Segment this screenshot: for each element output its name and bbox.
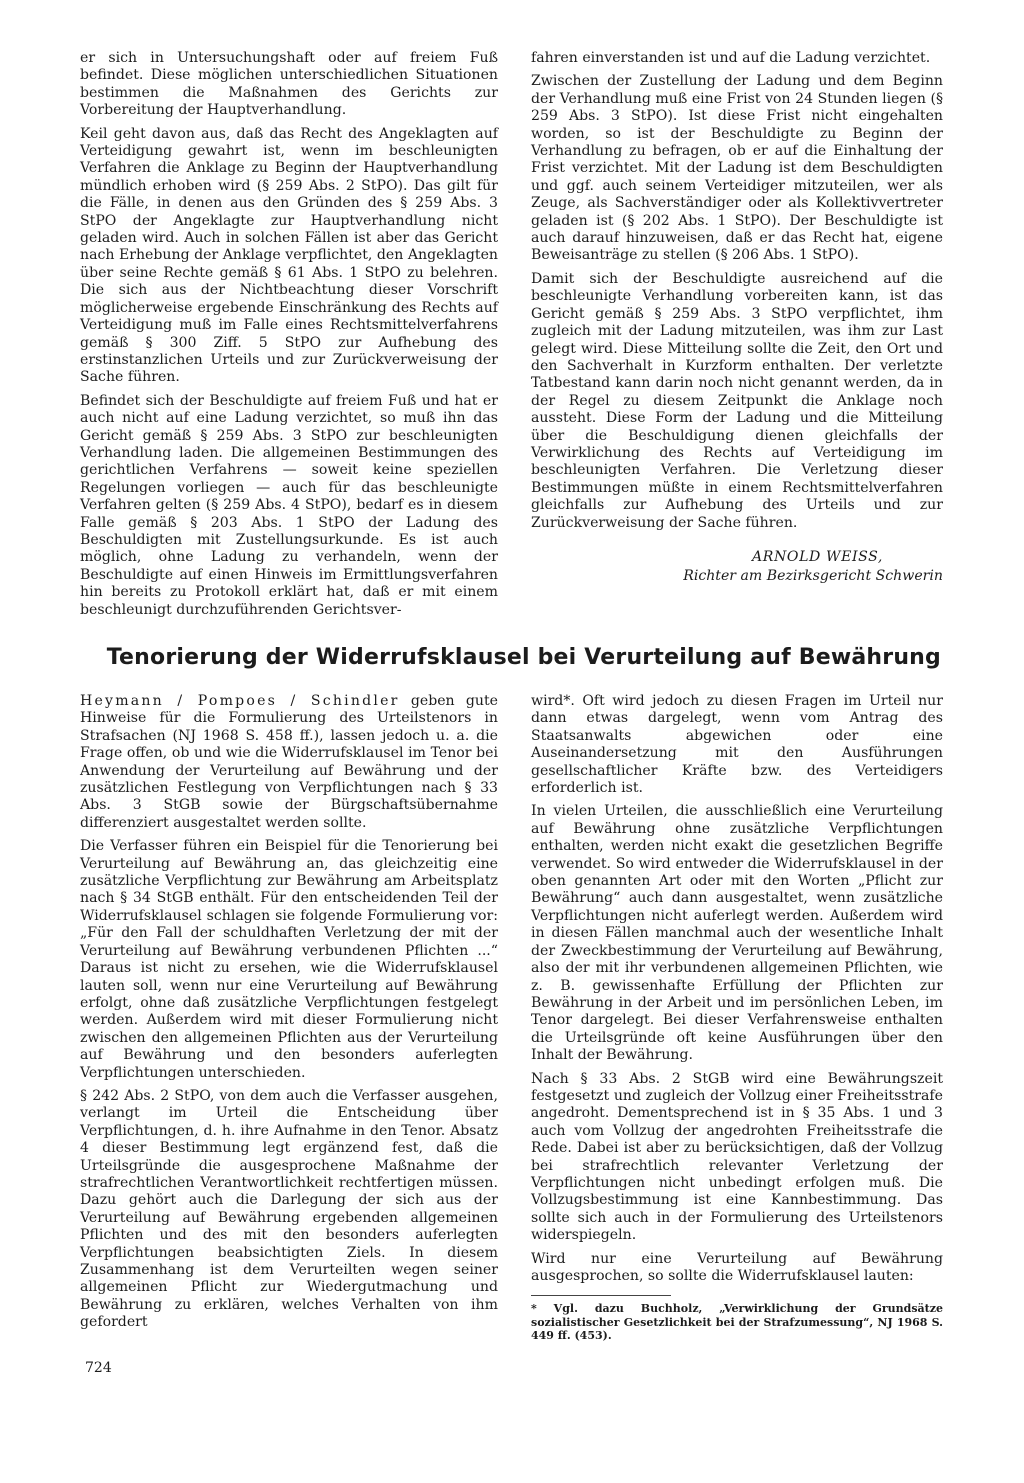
column-bottom-left	[80, 693, 498, 1338]
paragraph: Befindet sich der Beschuldigte auf freiem Fuß und hat er auch nicht auf eine Ladung verzichtet, so muß ihn das Gericht gemäß § 259 Abs. 3 StPO zur beschleunigten Verhandlung laden. Die allgemeinen Bestimmungen des gerichtlichen Verfahrens — soweit keine speziellen Regelungen vorliegen — auch für das beschleunigte Verfahren gelten (§ 259 Abs. 4 StPO), bedarf es in diesem Falle gemäß § 203 Abs. 1 StPO der Ladung des Beschuldigten mit Zustellungsurkunde. Es ist auch möglich, ohne Ladung zu verhandeln, wenn der Beschuldigte auf einen Hinweis im Ermittlungsverfahren hin bereits zu Protokoll erklärt hat, daß er mit einem beschleunigt durchzuführenden Gerichtsver-	[80, 392, 498, 618]
paragraph: Zwischen der Zustellung der Ladung und dem Beginn der Verhandlung muß eine Frist von 24 Stunden liegen (§ 259 Abs. 3 StPO). Ist diese Frist nicht eingehalten worden, so ist der Beschuldigte zu Beginn der Verhandlung zu befragen, ob er auf die Einhaltung der Frist verzichtet. Mit der Ladung ist dem Beschuldigten und ggf. auch seinem Verteidiger mitzuteilen, wer als Zeuge, als Sachverständiger oder als Kollektivvertreter geladen ist (§ 202 Abs. 1 StPO). Der Beschuldigte ist auch darauf hinzuweisen, daß er das Recht hat, eigene Beweisanträge zu stellen (§ 206 Abs. 1 StPO).	[531, 73, 943, 264]
paragraph: er sich in Untersuchungshaft oder auf freiem Fuß befindet. Diese möglichen unterschiedlichen Situationen bestimmen die Maßnahmen des Gerichts zur Vorbereitung der Hauptverhandlung.	[80, 50, 498, 119]
column-top-left	[80, 50, 498, 625]
paragraph: Nach § 33 Abs. 2 StGB wird eine Bewährungszeit festgesetzt und zugleich der Vollzug einer Freiheitsstrafe angedroht. Dementsprechend ist in § 35 Abs. 1 und 3 auch vom Vollzug der angedrohten Freiheitsstrafe die Rede. Dabei ist aber zu berücksichtigen, daß der Vollzug bei strafrechtlich relevanter Verletzung der Verpflichtungen nicht unbedingt erfolgen muß. Die Vollzugsbestimmung ist eine Kannbestimmung. Das sollte sich auch in der Formulierung des Urteilstenors widerspiegeln.	[531, 1070, 943, 1244]
footnote-divider	[531, 1295, 671, 1296]
paragraph: § 242 Abs. 2 StPO, von dem auch die Verfasser ausgehen, verlangt im Urteil die Entscheidung über Verpflichtungen, d. h. ihre Aufnahme in den Tenor. Absatz 4 dieser Bestimmung legt ergänzend fest, daß die Urteilsgründe die ausgesprochene Maßnahme der strafrechtlichen Verantwortlichkeit rechtfertigen müssen. Dazu gehört auch die Darlegung der sich aus der Verurteilung auf Bewährung ergebenden allgemeinen Pflichten und des mit den besonders auferlegten Verpflichtungen beabsichtigten Ziels. In diesem Zusammenhang ist dem Verurteilten wegen seiner allgemeinen Pflicht zur Wiedergutmachung und Bewährung zu erklären, welches Verhalten von ihm gefordert	[80, 1087, 498, 1331]
paragraph: Keil geht davon aus, daß das Recht des Angeklagten auf Verteidigung gewahrt ist, wenn im beschleunigten Verfahren die Anklage zu Beginn der Hauptverhandlung mündlich erhoben wird (§ 259 Abs. 2 StPO). Das gilt für die Fälle, in denen aus den Gründen des § 259 Abs. 3 StPO der Angeklagte zur Hauptverhandlung nicht geladen wird. Auch in solchen Fällen ist aber das Gericht nach Erhebung der Anklage verpflichtet, den Angeklagten über seine Rechte gemäß § 61 Abs. 1 StPO zu belehren. Die sich aus der Nichtbeachtung dieser Vorschrift möglicherweise ergebende Einschränkung des Rechts auf Verteidigung muß im Falle eines Rechtsmittelverfahrens gemäß § 300 Ziff. 5 StPO zur Aufhebung des erstinstanzlichen Urteils und zur Zurückverweisung der Sache führen.	[80, 125, 498, 386]
column-bottom-right	[531, 693, 943, 1349]
paragraph: Wird nur eine Verurteilung auf Bewährung ausgesprochen, so sollte die Widerrufsklausel lauten:	[531, 1250, 943, 1284]
paragraph: Damit sich der Beschuldigte ausreichend auf die beschleunigte Verhandlung vorbereiten kann, ist das Gericht gemäß § 259 Abs. 3 StPO verpflichtet, ihm zugleich mit der Ladung mitzuteilen, was ihm zur Last gelegt wird. Diese Mitteilung sollte die Zeit, den Ort und den Sachverhalt in Kurzform enthalten. Der verletzte Tatbestand kann darin noch nicht genannt werden, da in der Regel zu diesem Zeitpunkt die Anklage noch aussteht. Diese Form der Ladung und die Mitteilung über die Beschuldigung dienen gleichfalls der Verwirklichung des Rechts auf Verteidigung im beschleunigten Verfahren. Die Verletzung dieser Bestimmungen müßte in einem Rechtsmittelverfahren gleichfalls zur Aufhebung des Urteils und zur Zurückverweisung der Sache führen.	[531, 270, 943, 531]
paragraph: wird*. Oft wird jedoch zu diesen Fragen im Urteil nur dann etwas dargelegt, wenn vom Antrag des Staatsanwalts abgewichen oder eine Auseinandersetzung mit den Ausführungen gesellschaftlicher Kräfte bzw. des Verteidigers erforderlich ist.	[531, 693, 943, 797]
signature-name: ARNOLD WEISS,	[752, 548, 883, 565]
article-title: Tenorierung der Widerrufsklausel bei Verurteilung auf Bewährung	[106, 645, 941, 670]
paragraph-text: geben gute Hinweise für die Formulierung des Urteilstenors in Strafsachen (NJ 1968 S. 458 ff.), lassen jedoch u. a. die Frage offen, ob und wie die Widerrufsklausel im Tenor bei Anwendung der Verurteilung auf Bewährung und der zusätzlichen Festlegung von Verpflichtungen nach § 33 Abs. 3 StGB sowie der Bürgschaftsübernahme differenziert ausgestaltet werden sollte.	[80, 693, 499, 831]
paragraph: fahren einverstanden ist und auf die Ladung verzichtet.	[531, 50, 931, 66]
author-signature	[531, 548, 943, 586]
signature-role: Richter am Bezirksgericht Schwerin	[683, 567, 943, 584]
paragraph	[80, 693, 498, 832]
paragraph: In vielen Urteilen, die ausschließlich eine Verurteilung auf Bewährung ohne zusätzliche Verpflichtungen enthalten, werden nicht exakt die gesetzlichen Begriffe verwendet. So wird entweder die Widerrufsklausel in der oben genannten Art oder mit den Worten „Pflicht zur Bewährung“ auch dann ausgestaltet, wenn zusätzliche Verpflichtungen nicht auferlegt werden. Außerdem wird in diesen Fällen manchmal auch der wesentliche Inhalt der Zweckbestimmung der Verurteilung auf Bewährung, also der mit ihr verbundenen allgemeinen Pflichten, wie z. B. gewissenhafte Erfüllung der Pflichten zur Bewährung in der Arbeit und im persönlichen Leben, im Tenor dargelegt. Bei dieser Verfahrensweise enthalten die Urteilsgründe oft keine Ausführungen über den Inhalt der Bewährung.	[531, 803, 943, 1064]
cited-authors: Heymann / Pompoes / Schindler	[80, 693, 400, 709]
page-number: 724	[85, 1360, 112, 1376]
footnote: * Vgl. dazu Buchholz, „Verwirklichung der Grundsätze sozialistischer Gesetzlichkeit bei der Strafzumessung“, NJ 1968 S. 449 ff. (453).	[531, 1302, 943, 1343]
paragraph: Die Verfasser führen ein Beispiel für die Tenorierung bei Verurteilung auf Bewährung an, das gleichzeitig eine zusätzliche Verpflichtung zur Bewährung am Arbeitsplatz nach § 34 StGB enthält. Für den entscheidenden Teil der Widerrufsklausel schlagen sie folgende Formulierung vor: „Für den Fall der schuldhaften Verletzung der mit der Verurteilung auf Bewährung verbundenen Pflichten ...“ Daraus ist nicht zu ersehen, wie die Widerrufsklausel lauten soll, wenn nur eine Verurteilung auf Bewährung erfolgt, ohne daß zusätzliche Verpflichtungen festgelegt werden. Außerdem wird mit dieser Formulierung nicht zwischen den allgemeinen Pflichten aus der Verurteilung auf Bewährung und den besonders auferlegten Verpflichtungen unterschieden.	[80, 838, 498, 1081]
column-top-right	[531, 50, 943, 586]
